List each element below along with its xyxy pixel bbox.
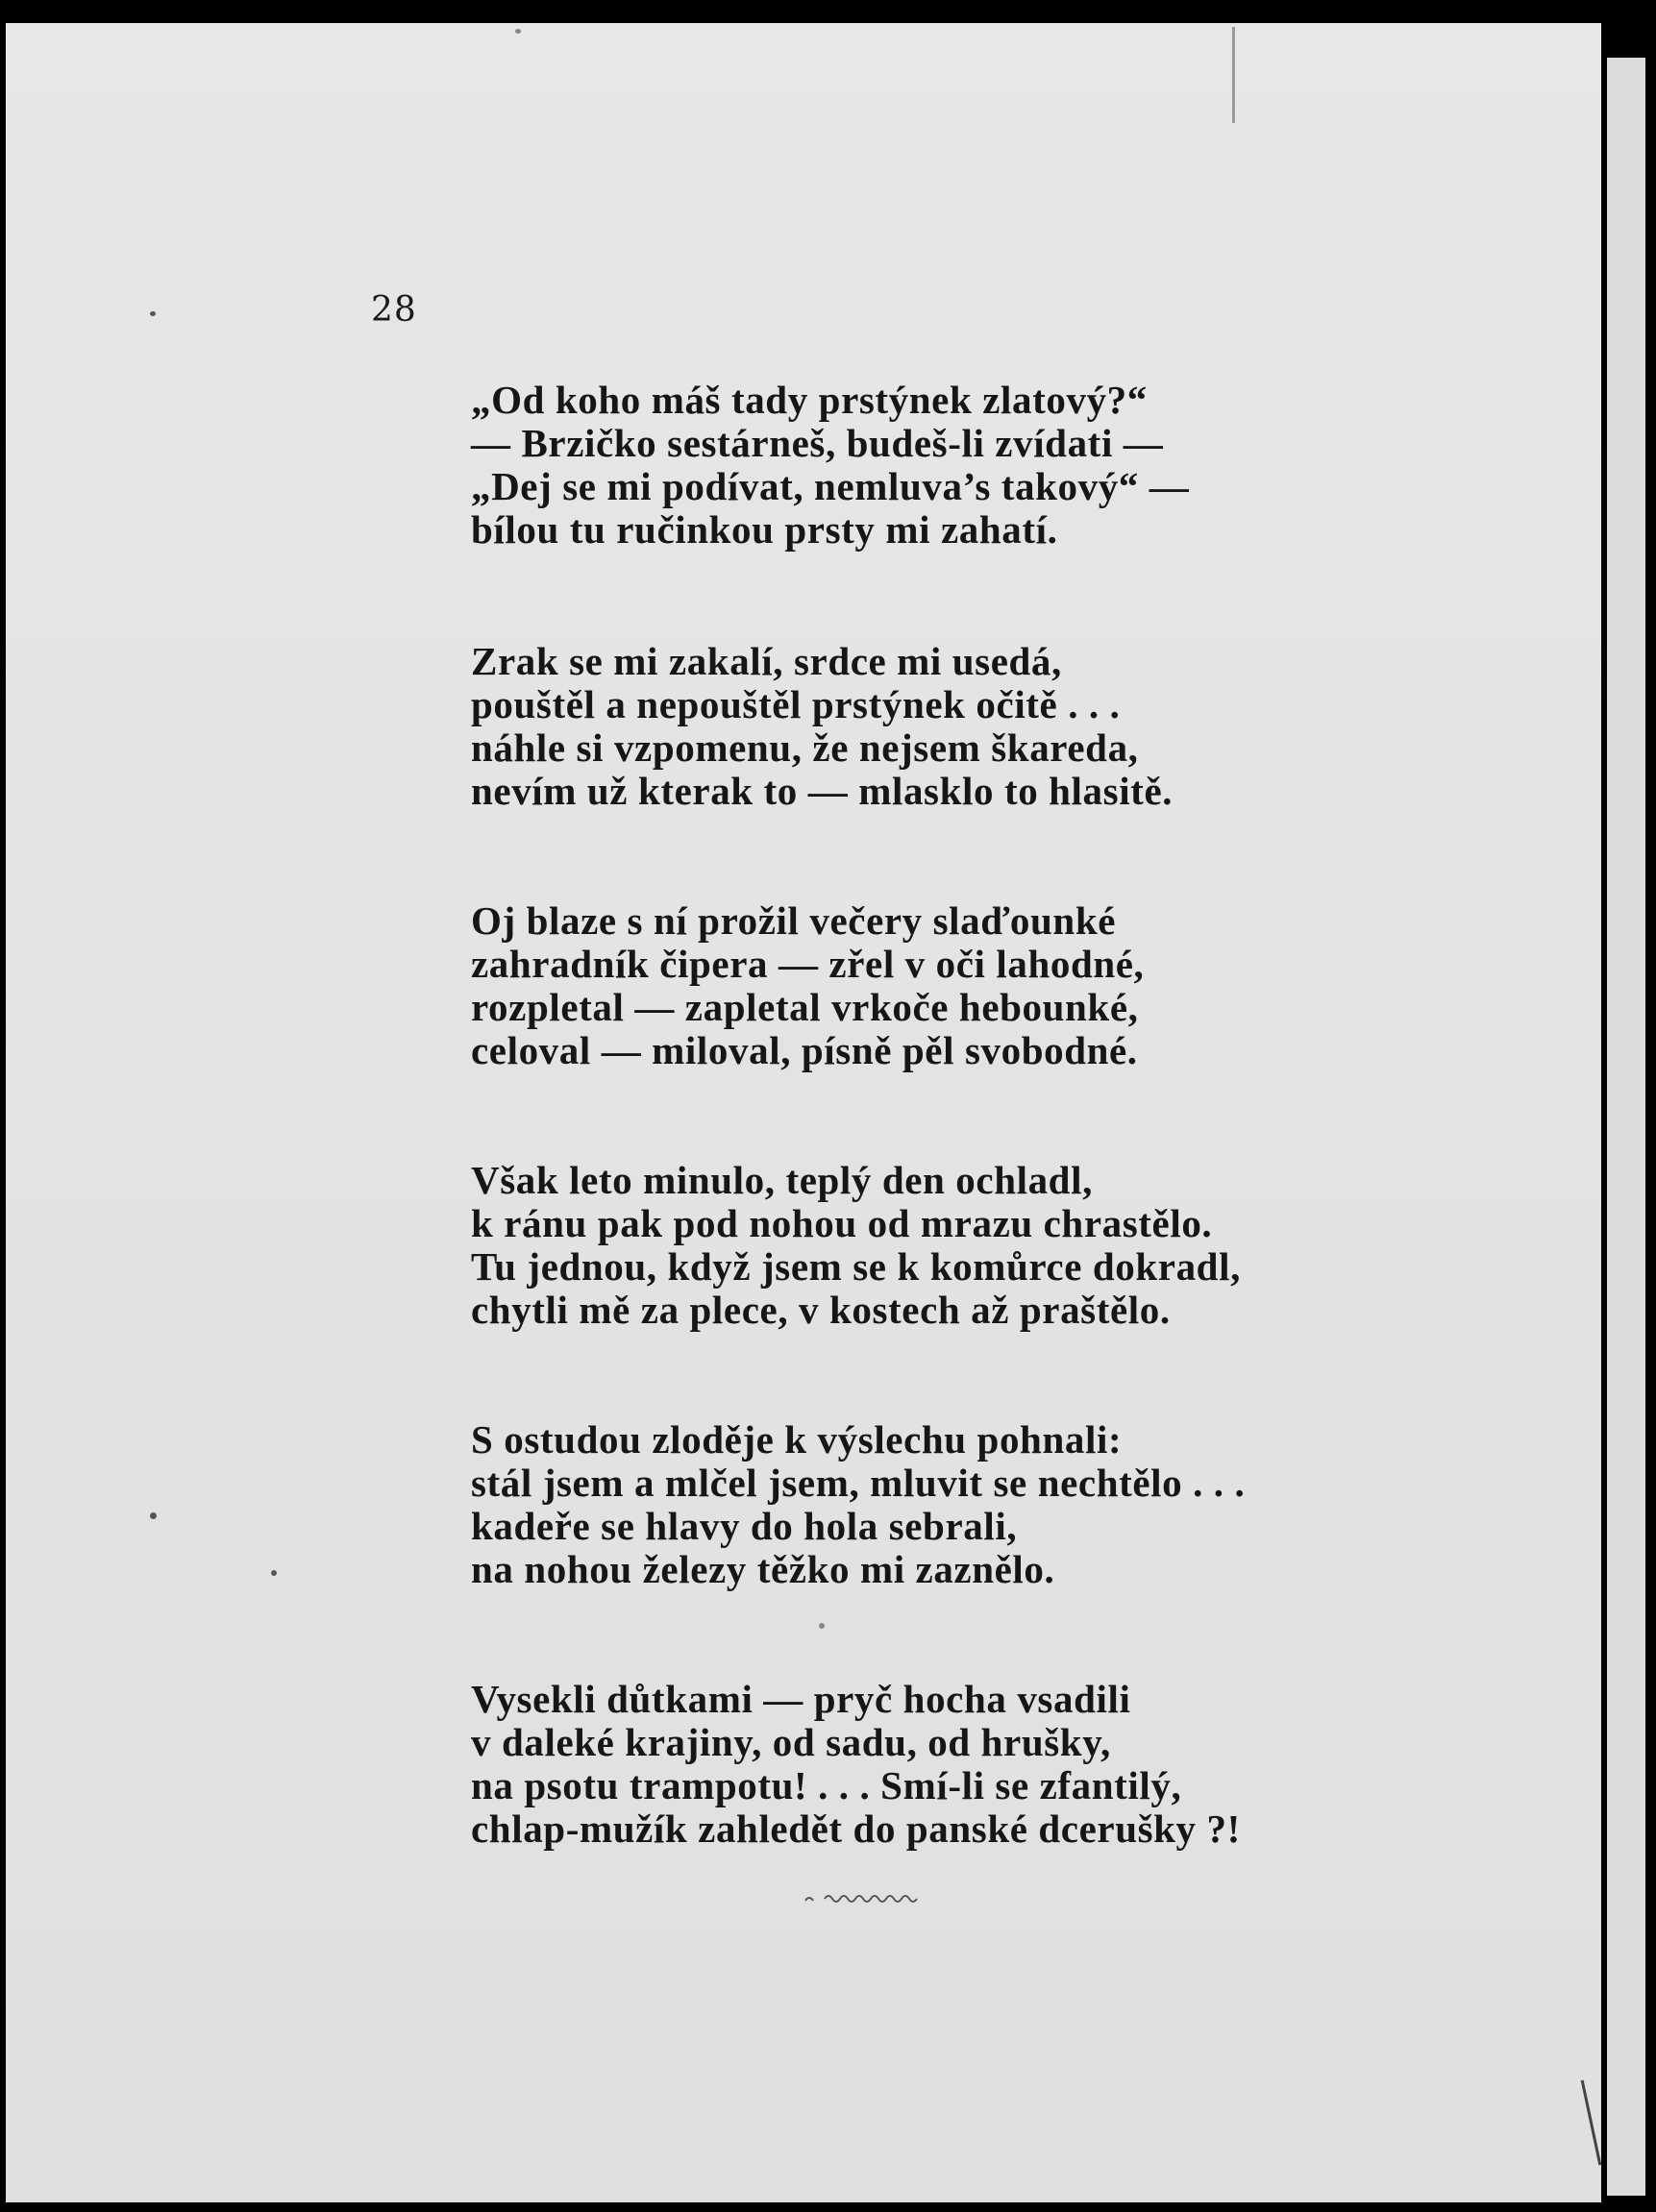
verse-line: Tu jednou, když jsem se k komůrce dokradl, [471, 1244, 1241, 1289]
verse-line: bílou tu ručinkou prsty mi zahatí. [471, 507, 1058, 552]
verse-line: pouštěl a nepouštěl prstýnek očitě . . . [471, 682, 1121, 726]
poem-body [471, 379, 1317, 1937]
stanza [471, 640, 1317, 813]
stanza [471, 379, 1317, 552]
verse-line: „Od koho máš tady prstýnek zlatový?“ [471, 378, 1148, 422]
verse-line: Vysekli důtkami — pryč hocha vsadili [471, 1677, 1131, 1721]
verse-line: Však leto minulo, teplý den ochladl, [471, 1158, 1093, 1202]
verse-line: rozpletal — zapletal vrkoče hebounké, [471, 985, 1139, 1029]
verse-line: — Brzičko sestárneš, budeš-li zvídati — [471, 421, 1164, 465]
dust-speck [271, 1570, 277, 1576]
stanza [471, 899, 1317, 1072]
verse-line: Zrak se mi zakalí, srdce mi usedá, [471, 639, 1062, 683]
dust-speck [515, 29, 521, 34]
stanza [471, 1159, 1317, 1332]
verse-line: celoval — miloval, písně pěl svobodné. [471, 1028, 1138, 1072]
dust-speck [150, 311, 156, 316]
verse-line: v daleké krajiny, od sadu, od hrušky, [471, 1720, 1111, 1764]
verse-line: k ránu pak pod nohou od mrazu chrastělo. [471, 1201, 1213, 1245]
edge-mark [1581, 2080, 1602, 2166]
verse-line: náhle si vzpomenu, že nejsem škareda, [471, 725, 1139, 770]
edge-mark [1232, 27, 1235, 123]
verse-line: S ostudou zloděje k výslechu pohnali: [471, 1417, 1123, 1462]
verse-line: nevím už kterak to — mlasklo to hlasitě. [471, 769, 1174, 813]
verse-line: Oj blaze s ní prožil večery slaďounké [471, 898, 1117, 943]
verse-line: na psotu trampotu! . . . Smí-li se zfantilý, [471, 1763, 1182, 1807]
stanza [471, 1678, 1317, 1851]
book-page [6, 23, 1601, 2202]
verse-line: stál jsem a mlčel jsem, mluvit se nechtělo . . . [471, 1461, 1246, 1505]
adjacent-page-edge [1607, 58, 1645, 2196]
verse-line: chlap-mužík zahledět do panské dcerušky ?! [471, 1806, 1241, 1851]
verse-line: „Dej se mi podívat, nemluva’s takový“ — [471, 464, 1190, 508]
tail-ornament-icon [803, 1887, 928, 1910]
verse-line: chytli mě za plece, v kostech až praštělo. [471, 1288, 1171, 1332]
verse-line: zahradník čipera — zřel v oči lahodné, [471, 942, 1145, 986]
verse-line: na nohou železy těžko mi zaznělo. [471, 1547, 1055, 1591]
dust-speck [150, 1512, 157, 1519]
stanza [471, 1418, 1317, 1591]
verse-line: kadeře se hlavy do hola sebrali, [471, 1504, 1018, 1548]
page-number: 28 [371, 290, 417, 330]
